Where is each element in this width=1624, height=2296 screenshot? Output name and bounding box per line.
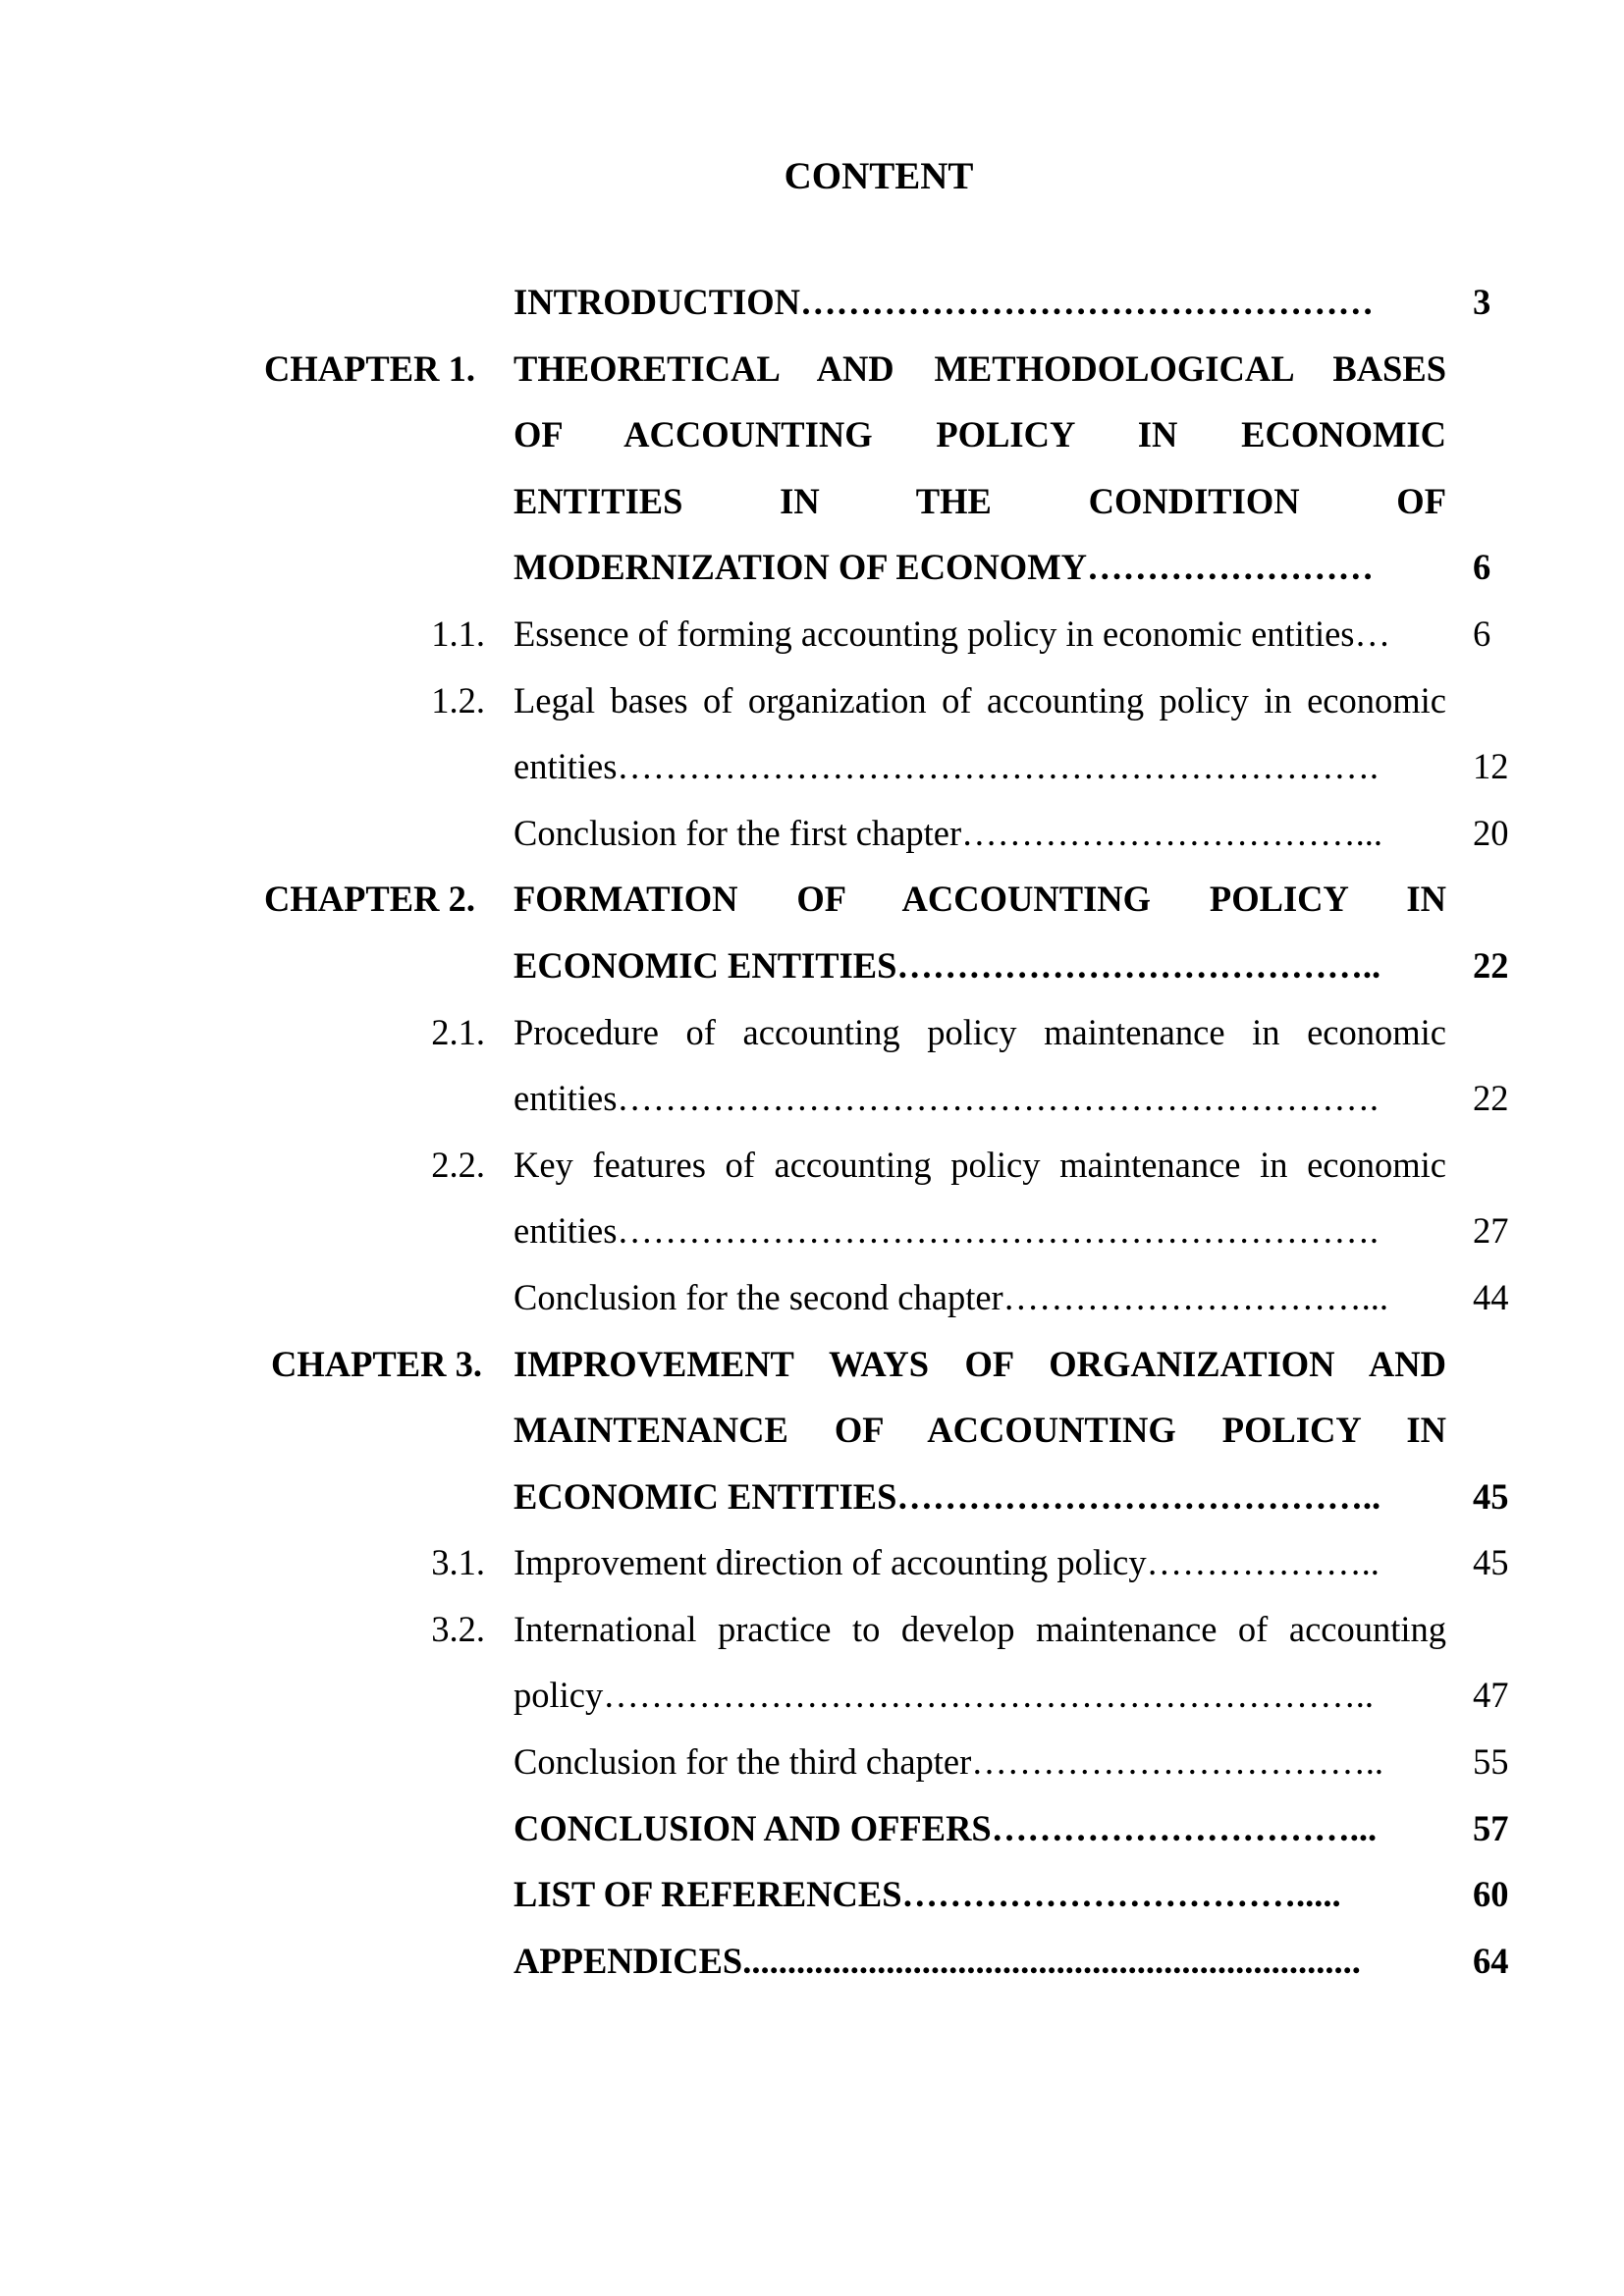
- toc-entry-title: Legal bases of organization of accounting policy in economic: [514, 679, 1446, 721]
- toc-entry: [0, 601, 1624, 667]
- toc-entry-title: International practice to develop maintenance of accounting: [514, 1608, 1446, 1649]
- toc-entry-page: 57: [1473, 1807, 1509, 1848]
- toc-entry: [0, 336, 1624, 402]
- toc-entry-number: 2.2.: [431, 1144, 485, 1185]
- toc-entry-title: MAINTENANCE OF ACCOUNTING POLICY IN: [514, 1410, 1446, 1451]
- toc-entry-page: 45: [1473, 1475, 1509, 1517]
- toc-entry-page: 20: [1473, 812, 1509, 853]
- toc-entry: [0, 1596, 1624, 1663]
- toc-entry: [0, 1861, 1624, 1928]
- toc-entry: [0, 1264, 1624, 1331]
- toc-entry-title: Key features of accounting policy maintenance in economic: [514, 1144, 1446, 1185]
- toc-entry-page: 6: [1473, 613, 1491, 654]
- toc-entry-page: 22: [1473, 1078, 1509, 1119]
- toc-entry: [0, 1331, 1624, 1398]
- toc-entry-title: Conclusion for the first chapter……………………………...: [514, 812, 1383, 853]
- toc-entry-page: 22: [1473, 944, 1509, 986]
- toc-entry-title: THEORETICAL AND METHODOLOGICAL BASES: [514, 347, 1446, 389]
- toc-entry-number: 3.2.: [431, 1608, 485, 1649]
- toc-entry-title: entities……………………………………………………….: [514, 1078, 1380, 1119]
- toc-entry: [0, 534, 1624, 601]
- toc-entry-title: APPENDICES.....................................................................: [514, 1940, 1361, 1981]
- toc-entry-title: Conclusion for the third chapter……………………………..: [514, 1741, 1384, 1783]
- toc-entry: [0, 1729, 1624, 1795]
- toc-entry-page: 64: [1473, 1940, 1509, 1981]
- toc-entry-title: entities……………………………………………………….: [514, 1210, 1380, 1252]
- toc-entry-page: 12: [1473, 746, 1509, 787]
- toc-entry-page: 6: [1473, 547, 1491, 588]
- toc-entry-page: 3: [1473, 282, 1491, 322]
- toc-entry: [0, 401, 1624, 468]
- toc-entry-page: 55: [1473, 1741, 1509, 1783]
- toc-entry-title: LIST OF REFERENCES…………………………….....: [514, 1874, 1341, 1915]
- toc-entry-title: ECONOMIC ENTITIES…………………………………..: [514, 1475, 1381, 1517]
- toc-entry: [0, 866, 1624, 933]
- toc-entry-title: IMPROVEMENT WAYS OF ORGANIZATION AND: [514, 1343, 1446, 1384]
- toc-entry: [0, 1397, 1624, 1464]
- toc-entry: [0, 1065, 1624, 1132]
- toc-entry-number: CHAPTER 2.: [264, 879, 475, 920]
- toc-entry: [0, 468, 1624, 535]
- toc-entry: [0, 800, 1624, 867]
- toc-entry-title: Procedure of accounting policy maintenance in economic: [514, 1011, 1446, 1052]
- toc-entry-page: 44: [1473, 1276, 1509, 1317]
- toc-entry: [0, 1928, 1624, 1995]
- toc-entry: [0, 733, 1624, 800]
- toc-entry: [0, 1198, 1624, 1264]
- toc-entry-title: Improvement direction of accounting policy………………..: [514, 1542, 1380, 1583]
- toc-entry: [0, 667, 1624, 734]
- toc-entry-title: OF ACCOUNTING POLICY IN ECONOMIC: [514, 414, 1446, 455]
- toc-entry-number: 2.1.: [431, 1011, 485, 1052]
- toc-entry-number: 1.1.: [431, 613, 485, 654]
- toc-entry-number: 3.1.: [431, 1542, 485, 1583]
- toc-entry-title: ECONOMIC ENTITIES…………………………………..: [514, 944, 1381, 986]
- toc-entry-title: ENTITIES IN THE CONDITION OF: [514, 480, 1446, 521]
- toc-entry-page: 27: [1473, 1210, 1509, 1252]
- toc-entry-title: policy………………………………………………………..: [514, 1675, 1374, 1716]
- toc-entry: [0, 1464, 1624, 1530]
- toc-entry: [0, 933, 1624, 999]
- toc-entry-title: FORMATION OF ACCOUNTING POLICY IN: [514, 879, 1446, 920]
- toc-entry-number: 1.2.: [431, 679, 485, 721]
- toc-entry-title: Conclusion for the second chapter…………………………...: [514, 1276, 1389, 1317]
- toc-entry: [0, 1132, 1624, 1199]
- toc-entry-page: 47: [1473, 1675, 1509, 1716]
- toc-entry-page: 60: [1473, 1874, 1509, 1915]
- toc-entry: [0, 1662, 1624, 1729]
- table-of-contents: [0, 269, 1624, 1994]
- toc-entry-title: entities……………………………………………………….: [514, 746, 1380, 787]
- toc-entry: [0, 269, 1624, 336]
- toc-entry-title: CONCLUSION AND OFFERS…………………………...: [514, 1807, 1378, 1848]
- toc-entry-title: MODERNIZATION OF ECONOMY……………………: [514, 547, 1374, 588]
- toc-entry: [0, 1795, 1624, 1862]
- toc-entry-title: Essence of forming accounting policy in economic entities…: [514, 613, 1390, 654]
- toc-entry: [0, 1529, 1624, 1596]
- toc-entry-title: INTRODUCTION…………………………………………: [514, 282, 1375, 322]
- toc-entry: [0, 999, 1624, 1066]
- toc-entry-number: CHAPTER 3.: [271, 1343, 482, 1384]
- toc-entry-page: 45: [1473, 1542, 1509, 1583]
- page-title: CONTENT: [784, 155, 974, 197]
- toc-entry-number: CHAPTER 1.: [264, 347, 475, 389]
